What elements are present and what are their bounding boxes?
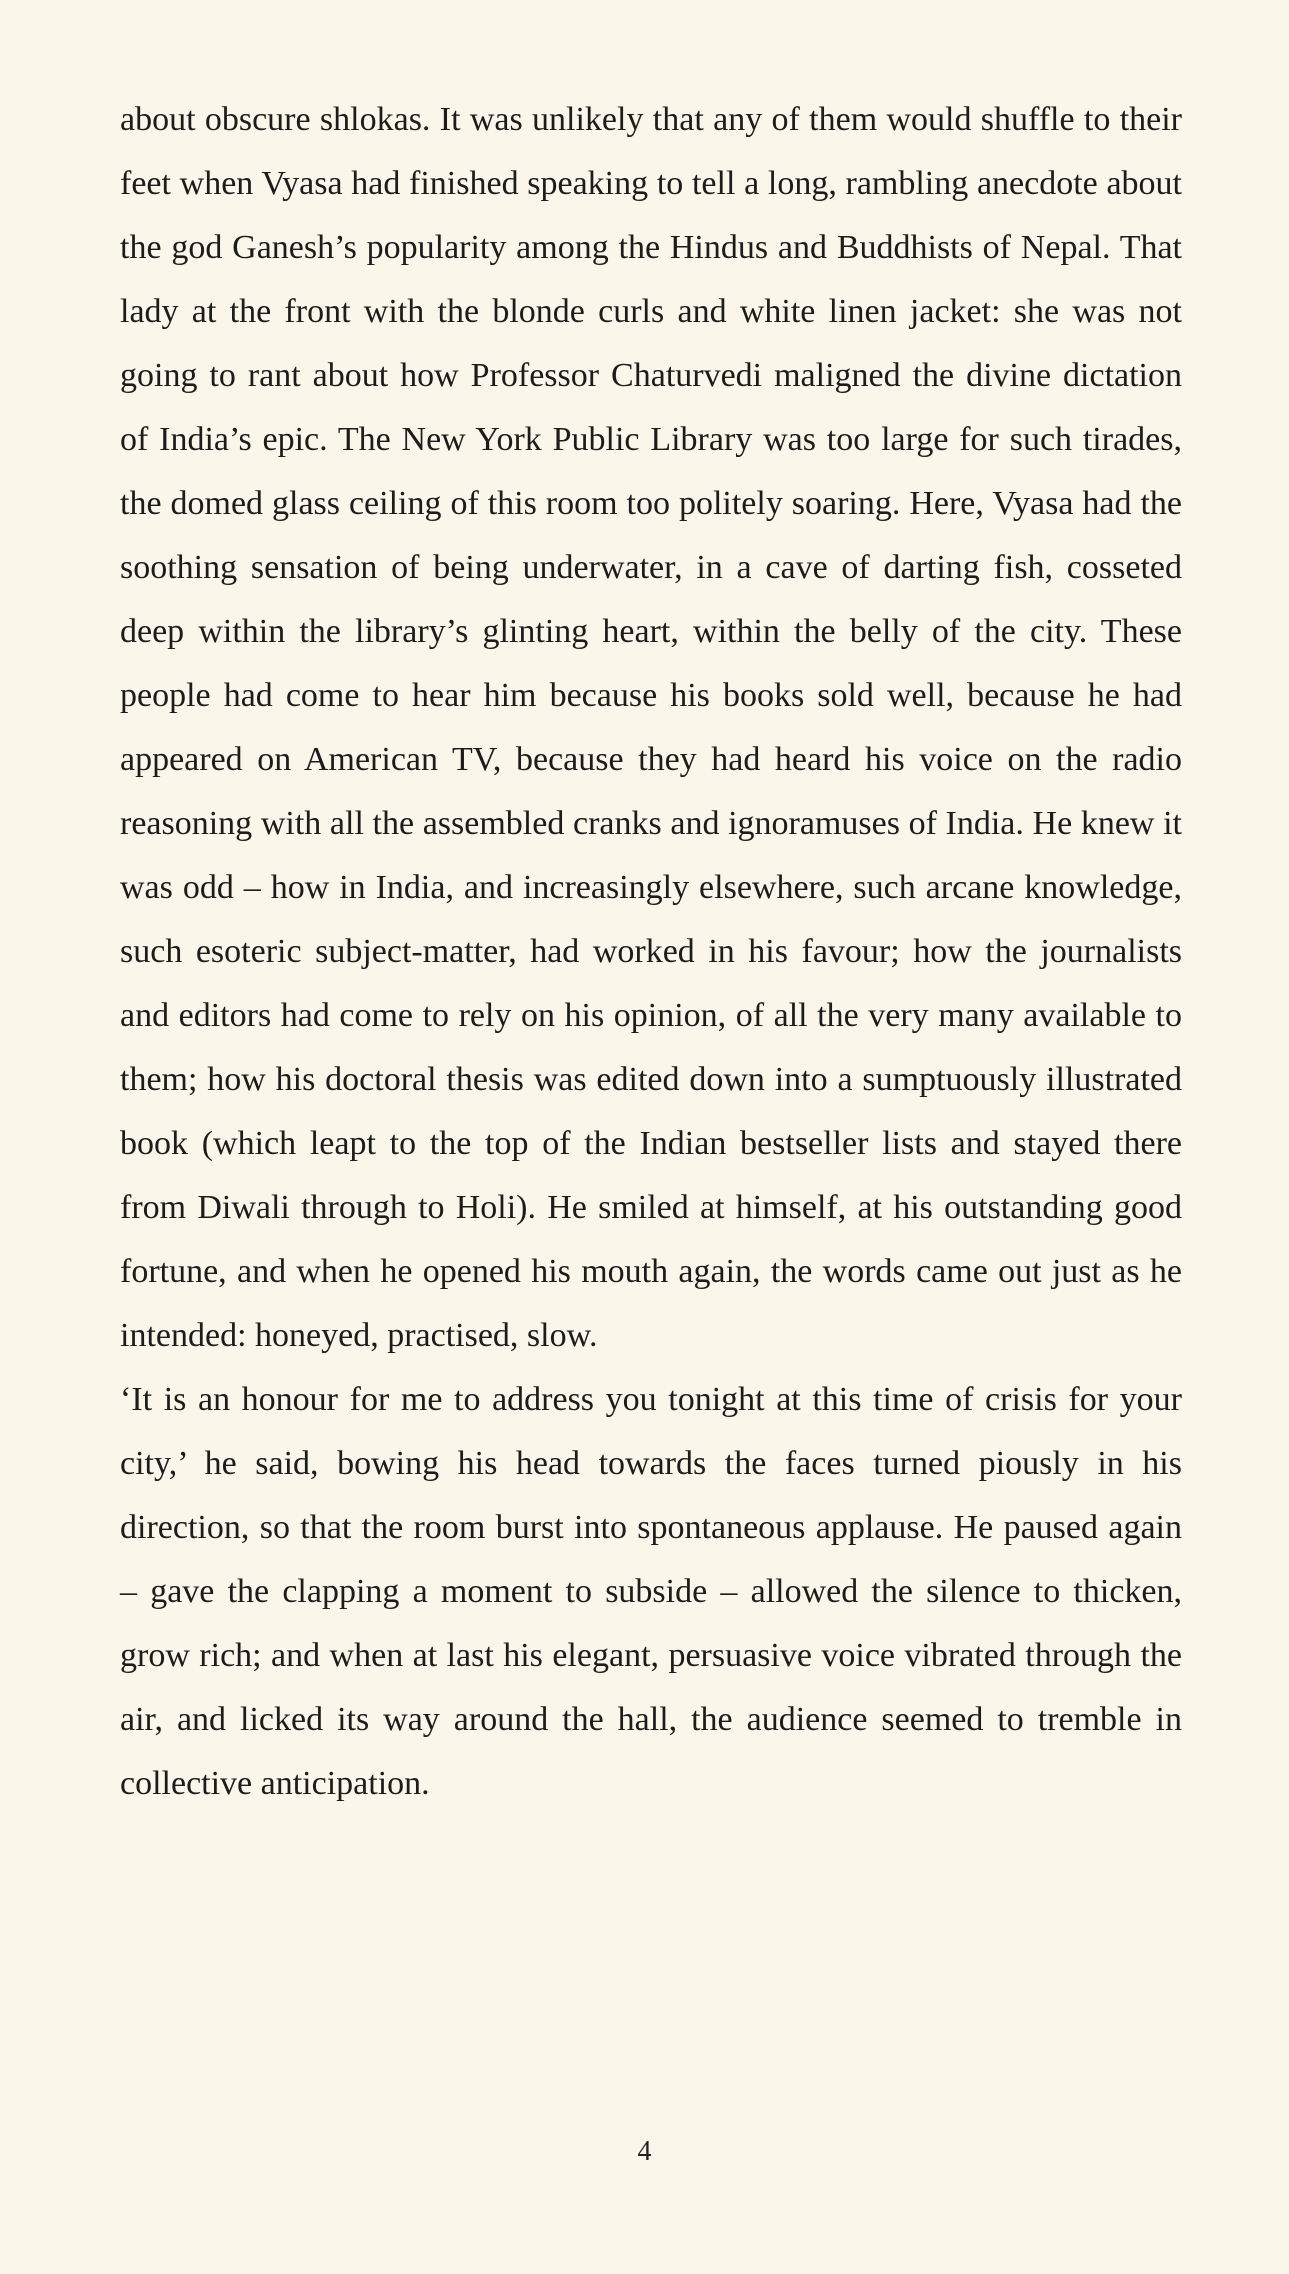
paragraph-2: ‘It is an honour for me to address you tonight at this time of crisis for your city,’ he said, bowing his head towards the faces turned piously in his direction, so that the room burst into spontaneous applause. He paused again – gave the clapping a moment to subside – allowed the silence to thicken, grow rich; and when at last his elegant, persuasive voice vibrated through the air, and licked its way around the hall, the audience seemed to tremble in collective anticipation.: [120, 1381, 1182, 1802]
paragraph-1: about obscure shlokas. It was unlikely that any of them would shuffle to their feet when Vyasa had finished speaking to tell a long, rambling anecdote about the god Ganesh’s popularity among the Hindus and Buddhists of Nepal. That lady at the front with the blonde curls and white linen jacket: she was not going to rant about how Professor Chaturvedi maligned the divine dictation of India’s epic. The New York Public Library was too large for such tirades, the domed glass ceiling of this room too politely soaring. Here, Vyasa had the soothing sensation of being underwater, in a cave of darting fish, cosseted deep within the library’s glinting heart, within the belly of the city. These people had come to hear him because his books sold well, because he had appeared on American TV, because they had heard his voice on the radio reasoning with all the assembled cranks and ignoramuses of India. He knew it was odd – how in India, and increasingly elsewhere, such arcane knowledge, such esoteric subject-matter, had worked in his favour; how the journalists and editors had come to rely on his opinion, of all the very many available to them; how his doctoral thesis was edited down into a sumptuously illustrated book (which leapt to the top of the Indian bestseller lists and stayed there from Diwali through to Holi). He smiled at himself, at his outstanding good fortune, and when he opened his mouth again, the words came out just as he intended: honeyed, practised, slow.: [120, 101, 1182, 1354]
page-number: 4: [637, 2136, 652, 2167]
body-text: [120, 88, 1182, 1816]
